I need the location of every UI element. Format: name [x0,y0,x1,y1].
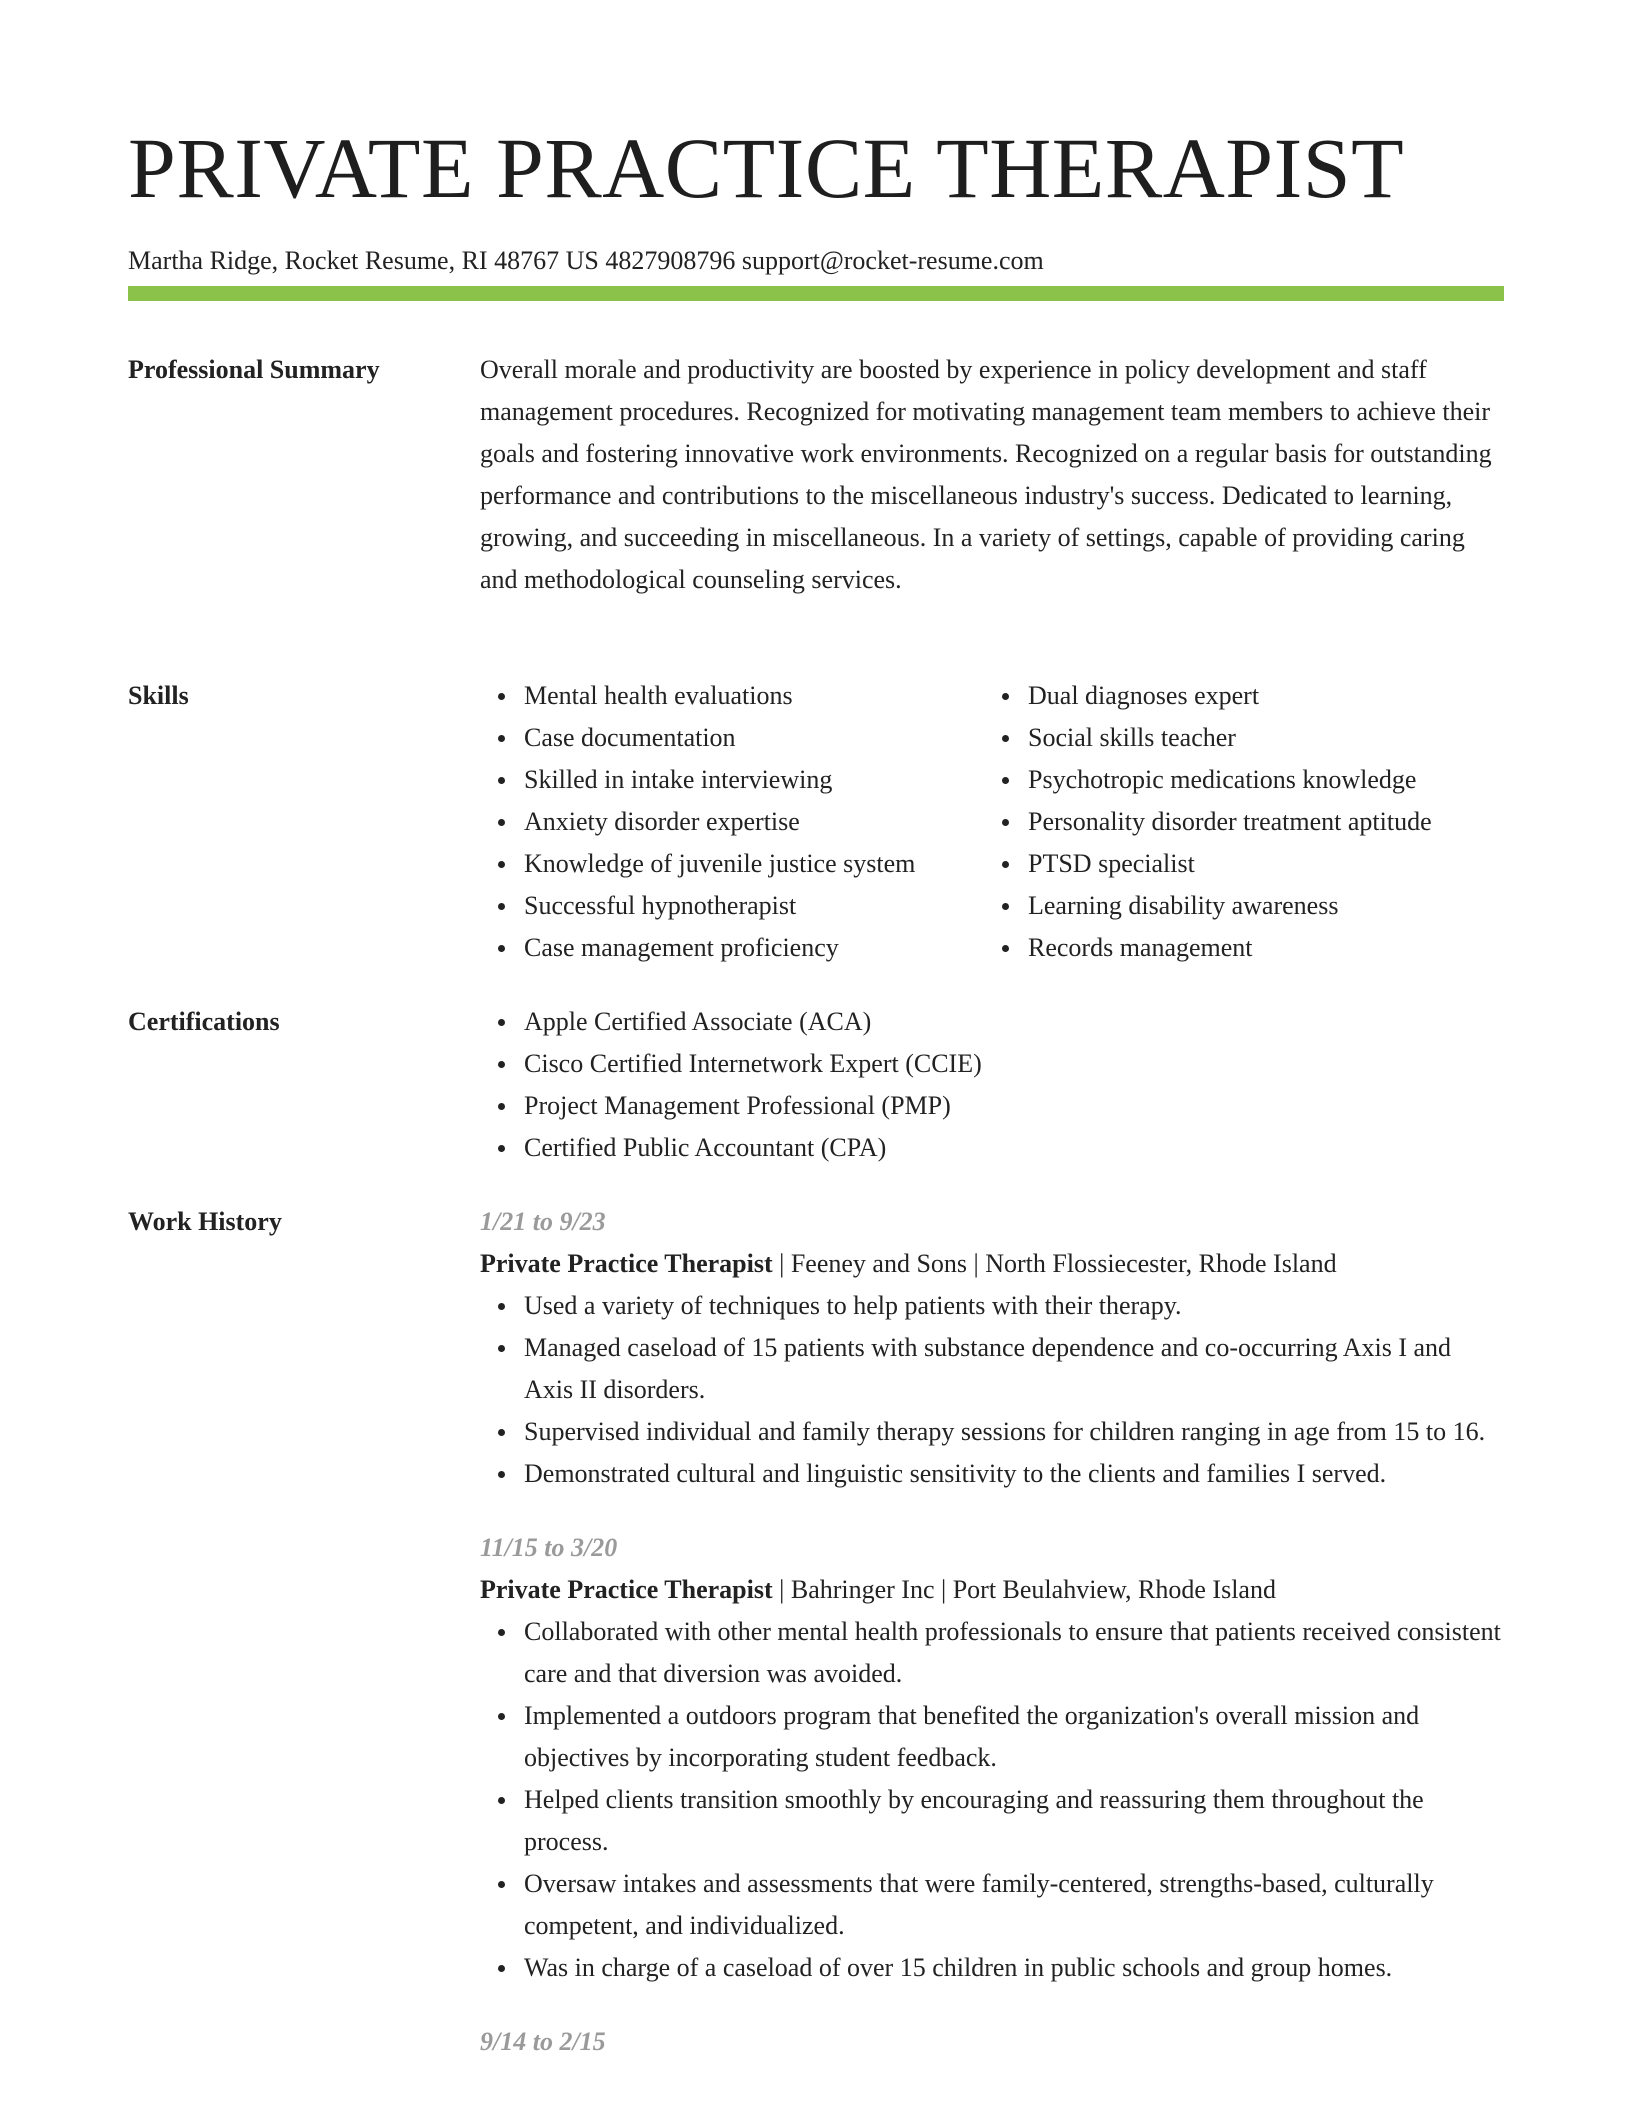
certification-item: Cisco Certified Internetwork Expert (CCIE) [524,1043,1504,1085]
job-bullets [480,1285,1504,1495]
section-heading-skills: Skills [128,681,189,710]
certification-item: Certified Public Accountant (CPA) [524,1127,1504,1169]
skill-item: PTSD specialist [1028,843,1548,885]
job-title: Private Practice Therapist [480,1249,773,1278]
summary-text: Overall morale and productivity are boosted by experience in policy development and staff management procedures. Recognized for motivating management team members to achieve their goals and fostering innovative work environments. Recognized on a regular basis for outstanding performance and contributions to the miscellaneous industry's success. Dedicated to learning, growing, and succeeding in miscellaneous. In a variety of settings, capable of providing caring and methodological counseling services. [480,355,1492,594]
skill-item: Dual diagnoses expert [1028,675,1548,717]
skill-item: Anxiety disorder expertise [524,801,1024,843]
skills-list-right [984,675,1548,969]
job-details: | Bahringer Inc | Port Beulahview, Rhode Island [772,1575,1276,1604]
job-details: | Feeney and Sons | North Flossiecester, Rhode Island [772,1249,1337,1278]
skill-item: Knowledge of juvenile justice system [524,843,1024,885]
job-heading [480,1243,1504,1285]
page-title: PRIVATE PRACTICE THERAPIST [128,120,1405,216]
job-entry [480,2021,1504,2063]
skill-item: Psychotropic medications knowledge [1028,759,1548,801]
skills-list-left [480,675,1024,969]
job-entry [480,1527,1504,1989]
summary-section [128,349,1504,649]
skill-item: Social skills teacher [1028,717,1548,759]
job-bullet: Oversaw intakes and assessments that were family-centered, strengths-based, culturally competent, and individualized. [524,1863,1504,1947]
certifications-list [480,1001,1504,1169]
certification-item: Apple Certified Associate (ACA) [524,1001,1504,1043]
job-date: 1/21 to 9/23 [480,1207,606,1236]
job-bullet: Managed caseload of 15 patients with substance dependence and co-occurring Axis I and Axis II disorders. [524,1327,1504,1411]
job-date: 11/15 to 3/20 [480,1533,618,1562]
skills-section [128,675,1504,975]
section-heading-work-history: Work History [128,1207,282,1236]
skill-item: Successful hypnotherapist [524,885,1024,927]
job-bullet: Was in charge of a caseload of over 15 children in public schools and group homes. [524,1947,1504,1989]
job-date: 9/14 to 2/15 [480,2027,606,2056]
job-bullet: Implemented a outdoors program that benefited the organization's overall mission and objectives by incorporating student feedback. [524,1695,1504,1779]
job-bullet: Demonstrated cultural and linguistic sensitivity to the clients and families I served. [524,1453,1504,1495]
skill-item: Records management [1028,927,1548,969]
certifications-content [480,1001,1504,1169]
certifications-section [128,1001,1504,1181]
contact-info: Martha Ridge, Rocket Resume, RI 48767 US 4827908796 support@rocket-resume.com [128,246,1044,275]
job-heading [480,1569,1504,1611]
skill-item: Mental health evaluations [524,675,1024,717]
skill-item: Learning disability awareness [1028,885,1548,927]
certification-item: Project Management Professional (PMP) [524,1085,1504,1127]
header-divider [128,286,1504,301]
resume-header [128,118,1504,276]
skill-item: Case management proficiency [524,927,1024,969]
job-bullet: Used a variety of techniques to help patients with their therapy. [524,1285,1504,1327]
skill-item: Case documentation [524,717,1024,759]
job-bullet: Helped clients transition smoothly by encouraging and reassuring them throughout the process. [524,1779,1504,1863]
job-bullet: Collaborated with other mental health professionals to ensure that patients received consistent care and that diversion was avoided. [524,1611,1504,1695]
job-title: Private Practice Therapist [480,1575,773,1604]
job-bullets [480,1611,1504,1989]
section-heading-certifications: Certifications [128,1007,280,1036]
work-history-section [128,1201,1504,2112]
section-heading-summary: Professional Summary [128,355,380,384]
job-bullet: Supervised individual and family therapy sessions for children ranging in age from 15 to 16. [524,1411,1504,1453]
skill-item: Personality disorder treatment aptitude [1028,801,1548,843]
work-history-content [480,1201,1504,2063]
job-entry [480,1201,1504,1495]
skill-item: Skilled in intake interviewing [524,759,1024,801]
